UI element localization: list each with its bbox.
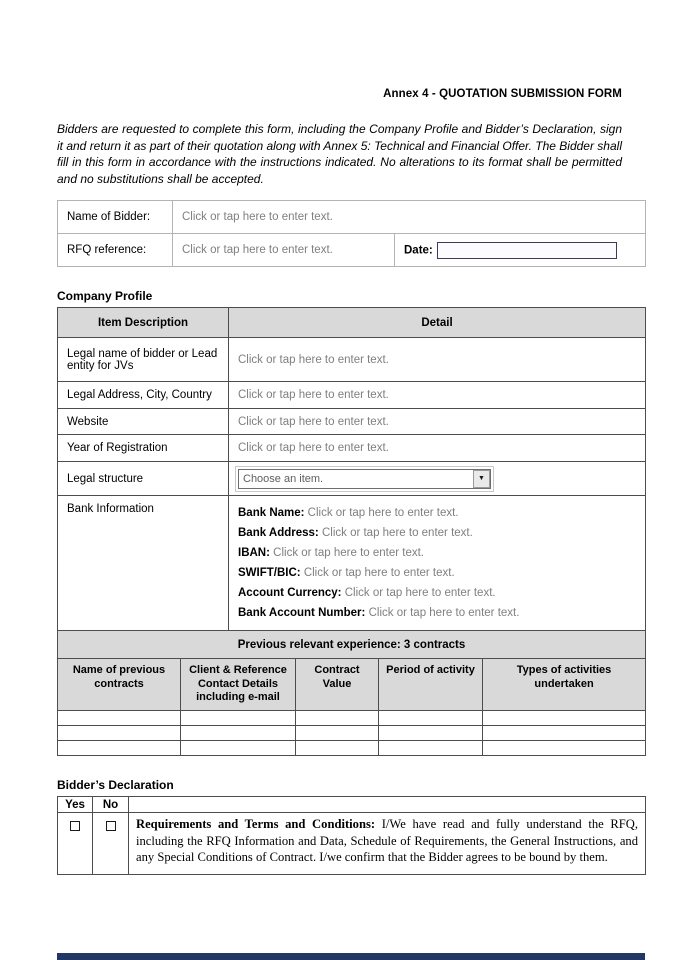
experience-cell[interactable] <box>483 711 646 726</box>
bank-account-number-label: Bank Account Number: <box>238 607 366 619</box>
bidder-info-table <box>57 200 646 267</box>
iban-line <box>238 543 636 563</box>
table-header-row <box>58 308 646 338</box>
exp-col-value-header: Contract Value <box>296 659 379 711</box>
experience-cell[interactable] <box>379 726 483 741</box>
declaration-text <box>129 813 646 875</box>
declaration-header-spacer <box>129 797 646 813</box>
detail-header: Detail <box>229 308 646 338</box>
table-row <box>58 462 646 496</box>
experience-cell[interactable] <box>483 741 646 756</box>
page-content <box>57 0 645 875</box>
experience-cell[interactable] <box>181 741 296 756</box>
experience-cell[interactable] <box>296 726 379 741</box>
year-of-registration-label: Year of Registration <box>58 435 229 462</box>
declaration-header-row <box>58 797 646 813</box>
name-of-bidder-input[interactable]: Click or tap here to enter text. <box>173 201 646 234</box>
website-input[interactable]: Click or tap here to enter text. <box>229 409 646 435</box>
legal-structure-dropdown-value: Choose an item. <box>243 472 324 485</box>
experience-row <box>58 741 646 756</box>
chevron-down-icon: ▼ <box>473 470 490 488</box>
legal-structure-cell <box>229 462 646 496</box>
name-of-bidder-label: Name of Bidder: <box>58 201 173 234</box>
bank-information-cell <box>229 496 646 631</box>
experience-cell[interactable] <box>181 726 296 741</box>
table-row <box>58 338 646 382</box>
experience-table <box>57 630 646 756</box>
swift-bic-label: SWIFT/BIC: <box>238 567 301 579</box>
bank-account-number-input[interactable]: Click or tap here to enter text. <box>368 607 520 619</box>
declaration-item-title: Requirements and Terms and Conditions: <box>136 817 376 831</box>
page-title: Annex 4 - QUOTATION SUBMISSION FORM <box>383 88 622 100</box>
table-row <box>58 201 646 234</box>
experience-cell[interactable] <box>58 726 181 741</box>
experience-cell[interactable] <box>296 741 379 756</box>
bank-address-input[interactable]: Click or tap here to enter text. <box>321 527 473 539</box>
item-description-header: Item Description <box>58 308 229 338</box>
bank-name-label: Bank Name: <box>238 507 305 519</box>
table-row <box>58 496 646 631</box>
rfq-reference-input[interactable]: Click or tap here to enter text. <box>173 234 395 267</box>
experience-row <box>58 711 646 726</box>
iban-label: IBAN: <box>238 547 270 559</box>
experience-cell[interactable] <box>58 741 181 756</box>
table-row <box>58 382 646 409</box>
table-row <box>58 234 646 267</box>
account-currency-line <box>238 583 636 603</box>
bank-name-line <box>238 503 636 523</box>
experience-cell[interactable] <box>483 726 646 741</box>
iban-input[interactable]: Click or tap here to enter text. <box>273 547 425 559</box>
yes-header: Yes <box>58 797 93 813</box>
legal-address-input[interactable]: Click or tap here to enter text. <box>229 382 646 409</box>
exp-col-period-header: Period of activity <box>379 659 483 711</box>
legal-structure-label: Legal structure <box>58 462 229 496</box>
exp-col-name-header: Name of previous contracts <box>58 659 181 711</box>
year-of-registration-input[interactable]: Click or tap here to enter text. <box>229 435 646 462</box>
swift-bic-line <box>238 563 636 583</box>
experience-title: Previous relevant experience: 3 contracts <box>58 631 646 659</box>
no-checkbox[interactable] <box>106 821 116 831</box>
legal-name-label: Legal name of bidder or Lead entity for JVs <box>58 338 229 382</box>
website-label: Website <box>58 409 229 435</box>
date-cell <box>395 234 646 267</box>
declaration-row <box>58 813 646 875</box>
account-currency-input[interactable]: Click or tap here to enter text. <box>344 587 496 599</box>
bank-address-label: Bank Address: <box>238 527 319 539</box>
yes-checkbox[interactable] <box>70 821 80 831</box>
no-cell <box>93 813 129 875</box>
bank-account-number-line <box>238 603 636 623</box>
experience-header-row <box>58 659 646 711</box>
legal-structure-dropdown[interactable] <box>238 469 491 489</box>
next-section-bar-partial <box>57 953 645 960</box>
experience-cell[interactable] <box>296 711 379 726</box>
experience-row <box>58 726 646 741</box>
account-currency-label: Account Currency: <box>238 587 342 599</box>
table-row <box>58 435 646 462</box>
yes-cell <box>58 813 93 875</box>
company-profile-table <box>57 307 646 631</box>
date-input[interactable] <box>437 242 617 259</box>
table-row <box>58 409 646 435</box>
experience-cell[interactable] <box>58 711 181 726</box>
date-label: Date: <box>404 244 433 257</box>
declaration-item-body: I/We have read and fully understand the RFQ, including the RFQ Information and Data, Schedule of Requirements, the General Instructions, and any Special Conditions of Contract. I/we confirm that the Bidder agrees to be bound by them. <box>136 817 638 865</box>
experience-title-row <box>58 631 646 659</box>
experience-cell[interactable] <box>181 711 296 726</box>
legal-name-input[interactable]: Click or tap here to enter text. <box>229 338 646 382</box>
no-header: No <box>93 797 129 813</box>
experience-cell[interactable] <box>379 711 483 726</box>
bank-address-line <box>238 523 636 543</box>
experience-cell[interactable] <box>379 741 483 756</box>
exp-col-client-header: Client & Reference Contact Details including e-mail <box>181 659 296 711</box>
bank-information-label: Bank Information <box>58 496 229 631</box>
company-profile-heading: Company Profile <box>57 289 153 303</box>
exp-col-activities-header: Types of activities undertaken <box>483 659 646 711</box>
bidders-declaration-heading: Bidder’s Declaration <box>57 778 174 792</box>
bank-name-input[interactable]: Click or tap here to enter text. <box>307 507 459 519</box>
legal-address-label: Legal Address, City, Country <box>58 382 229 409</box>
declaration-table <box>57 796 646 875</box>
rfq-reference-label: RFQ reference: <box>58 234 173 267</box>
intro-paragraph: Bidders are requested to complete this form, including the Company Profile and Bidder’s Declaration, sign it and return it as part of their quotation along with Annex 5: Technical and Financial Offer. The Bidder shall fill in this form in accordance with the instructions indicated. No alterations to its format shall be permitted and no substitutions shall be accepted. <box>57 122 622 186</box>
swift-bic-input[interactable]: Click or tap here to enter text. <box>303 567 455 579</box>
